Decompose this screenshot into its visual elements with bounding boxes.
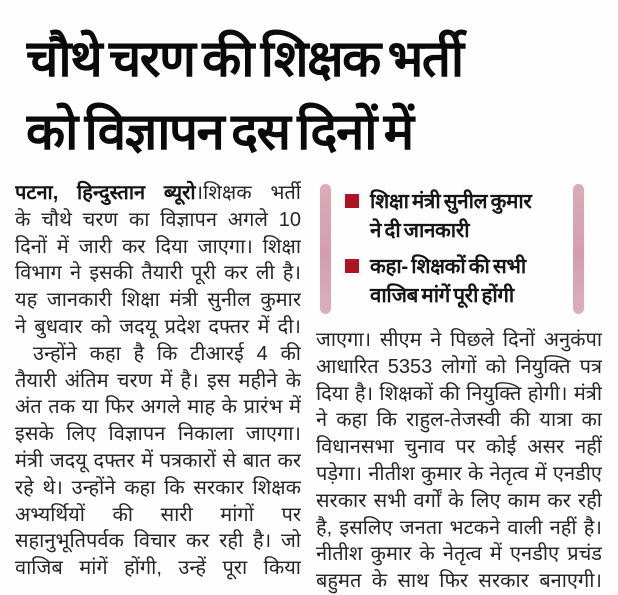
key-point-line: ने दी जानकारी <box>370 219 470 242</box>
body-line: सरकार सभी वर्गों के लिए काम कर रही <box>316 489 602 512</box>
body-line: रहे थे। उन्होंने कहा कि सरकार शिक्षक <box>15 476 301 499</box>
body-line: यह जानकारी शिक्षा मंत्री सुनील कुमार <box>15 289 301 312</box>
body-line: नीतीश कुमार के नेतृत्व में एनडीए प्रचंड <box>316 543 602 566</box>
body-line: वाजिब मांगें होंगी, उन्हें पूरा किया <box>15 557 301 580</box>
body-line-dateline <box>15 180 301 207</box>
dateline-rest: ।शिक्षक भर्ती <box>195 182 301 204</box>
headline-line-2: को विज्ञापन दस दिनों में <box>26 103 413 160</box>
body-line: आधारित 5353 लोगों को नियुक्ति पत्र <box>316 355 602 378</box>
body-line: पड़ेगा। नीतीश कुमार के नेतृत्व में एनडीए <box>316 462 602 485</box>
body-line: अंत तक या फिर अगले माह के प्रारंभ में <box>15 396 301 419</box>
body-line: दिया है। शिक्षकों की नियुक्ति होगी। मंत्री <box>316 382 602 405</box>
key-point-line: वाजिब मांगें पूरी होंगी <box>370 284 514 307</box>
left-column <box>15 180 301 595</box>
body-line: मंत्री जदयू दफ्तर में पत्रकारों से बात कर <box>15 449 301 472</box>
headline-line-1: चौथे चरण की शिक्षक भर्ती <box>26 30 463 87</box>
body-line: विभाग ने इसकी तैयारी पूरी कर ली है। <box>15 262 301 285</box>
key-points-box <box>320 184 584 314</box>
key-point-text <box>370 187 531 245</box>
key-point-text <box>370 252 526 310</box>
bullet-square-icon <box>345 194 359 208</box>
accent-bar-left <box>320 184 331 314</box>
key-point <box>343 187 565 245</box>
key-point-line: शिक्षा मंत्री सुनील कुमार <box>370 190 532 213</box>
key-point-line: कहा- शिक्षकों की सभी <box>370 255 526 278</box>
body-line: ने बुधवार को जदयू प्रदेश दफ्तर में दी। <box>15 315 301 338</box>
article-headline <box>0 0 618 176</box>
key-point <box>343 252 565 310</box>
body-line: अभ्यर्थियों की सारी मांगों पर <box>15 503 301 526</box>
body-line-paragraph-start: उन्होंने कहा है कि टीआरई 4 की <box>33 342 301 365</box>
body-line: है, इसलिए जनता भटकने वाली नहीं है। <box>316 516 602 539</box>
body-line: बहुमत के साथ फिर सरकार बनाएगी। <box>316 570 602 593</box>
accent-bar-right <box>573 184 584 314</box>
dateline: पटना, हिन्दुस्तान ब्यूरो <box>15 182 196 204</box>
body-line: सहानुभूतिपर्वक विचार कर रही है। जो <box>15 530 301 553</box>
body-line: तैयारी अंतिम चरण में है। इस महीने के <box>15 369 301 392</box>
body-line: जाएगा। सीएम ने पिछले दिनों अनुकंपा <box>316 329 602 351</box>
right-column <box>316 180 602 595</box>
body-line: दिनों में जारी कर दिया जाएगा। शिक्षा <box>15 235 301 258</box>
body-line: ने कहा कि राहुल-तेजस्वी की यात्रा का <box>316 409 602 432</box>
key-points-list <box>343 184 565 314</box>
body-line: के चौथे चरण का विज्ञापन अगले 10 <box>15 208 301 231</box>
bullet-square-icon <box>345 259 359 273</box>
body-line: विधानसभा चुनाव पर कोई असर नहीं <box>316 436 602 459</box>
body-line: इसके लिए विज्ञापन निकाला जाएगा। <box>15 423 301 446</box>
article-body <box>0 176 618 595</box>
